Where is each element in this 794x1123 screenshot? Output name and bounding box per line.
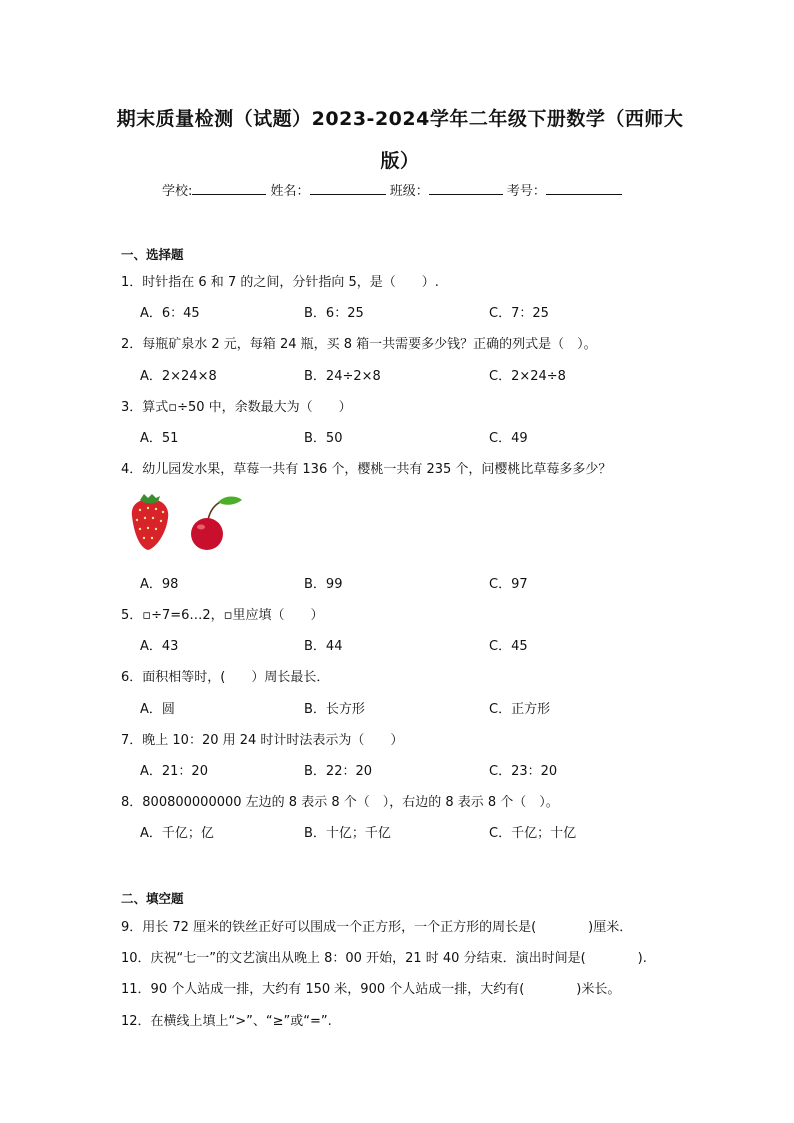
q4-option-a[interactable]: A．98 — [140, 577, 179, 592]
q8-option-b[interactable]: B．十亿；千亿 — [304, 826, 391, 841]
q3-option-a[interactable]: A．51 — [140, 431, 179, 446]
q4-option-b[interactable]: B．99 — [304, 577, 343, 592]
question-11: 11．90 个人站成一排，大约有 150 米，900 个人站成一排，大约有( )米长。 — [121, 982, 621, 997]
cherry-icon — [191, 497, 242, 551]
q8-option-a[interactable]: A．千亿；亿 — [140, 826, 214, 841]
q5-option-a[interactable]: A．43 — [140, 639, 179, 654]
q3-option-b[interactable]: B．50 — [304, 431, 343, 446]
q1-option-a[interactable]: A．6：45 — [140, 306, 200, 321]
name-label: 姓名： — [270, 184, 310, 199]
question-6: 6．面积相等时，( ）周长最长． — [121, 670, 330, 685]
document-title-line1: 期末质量检测（试题）2023-2024学年二年级下册数学（西师大 — [116, 108, 684, 130]
question-12: 12．在横线上填上“>”、“≥”或“=”. — [121, 1014, 332, 1029]
q7-option-a[interactable]: A．21：20 — [140, 764, 208, 779]
class-blank[interactable] — [429, 182, 503, 195]
question-5: 5．▫÷7=6…2，▫里应填（ ） — [121, 608, 324, 623]
question-9: 9．用长 72 厘米的铁丝正好可以围成一个正方形，一个正方形的周长是( )厘米． — [121, 920, 633, 935]
question-7: 7．晚上 10：20 用 24 时计时法表示为（ ） — [121, 733, 404, 748]
section-heading-choice: 一、选择题 — [121, 247, 184, 262]
q2-option-c[interactable]: C．2×24÷8 — [489, 369, 566, 384]
document-title-line2: 版） — [380, 150, 420, 172]
q5-option-c[interactable]: C．45 — [489, 639, 528, 654]
q6-option-b[interactable]: B．长方形 — [304, 702, 365, 717]
q6-option-a[interactable]: A．圆 — [140, 702, 175, 717]
q7-option-c[interactable]: C．23：20 — [489, 764, 558, 779]
strawberry-icon — [132, 494, 168, 550]
school-label: 学校: — [162, 184, 193, 199]
q6-option-c[interactable]: C．正方形 — [489, 702, 551, 717]
q3-option-c[interactable]: C．49 — [489, 431, 528, 446]
q1-option-b[interactable]: B．6：25 — [304, 306, 364, 321]
q1-option-c[interactable]: C．7：25 — [489, 306, 549, 321]
class-label: 班级： — [389, 184, 429, 199]
question-1: 1．时针指在 6 和 7 的之间，分针指向 5，是（ ）. — [121, 275, 439, 290]
question-8: 8．800800000000 左边的 8 表示 8 个（ ），右边的 8 表示 8 个（ ）。 — [121, 795, 559, 810]
question-2: 2．每瓶矿泉水 2 元，每箱 24 瓶，买 8 箱一共需要多少钱？正确的列式是（ ）。 — [121, 337, 597, 352]
question-3: 3．算式▫÷50 中，余数最大为（ ） — [121, 400, 352, 415]
q5-option-b[interactable]: B．44 — [304, 639, 343, 654]
section-heading-fill: 二、填空题 — [121, 891, 184, 906]
exam-no-label: 考号： — [506, 184, 546, 199]
q7-option-b[interactable]: B．22：20 — [304, 764, 373, 779]
name-blank[interactable] — [310, 182, 386, 195]
q4-option-c[interactable]: C．97 — [489, 577, 528, 592]
q2-option-b[interactable]: B．24÷2×8 — [304, 369, 381, 384]
question-4: 4．幼儿园发水果，草莓一共有 136 个，樱桃一共有 235 个，问樱桃比草莓多多少？ — [121, 462, 612, 477]
exam-no-blank[interactable] — [546, 182, 622, 195]
q8-option-c[interactable]: C．千亿；十亿 — [489, 826, 577, 841]
fruit-illustration — [126, 494, 256, 554]
student-info-row — [162, 180, 622, 199]
q2-option-a[interactable]: A．2×24×8 — [140, 369, 217, 384]
school-blank[interactable] — [192, 182, 266, 195]
question-10: 10．庆祝“七一”的文艺演出从晚上 8：00 开始，21 时 40 分结束．演出时间是( ). — [121, 951, 647, 966]
